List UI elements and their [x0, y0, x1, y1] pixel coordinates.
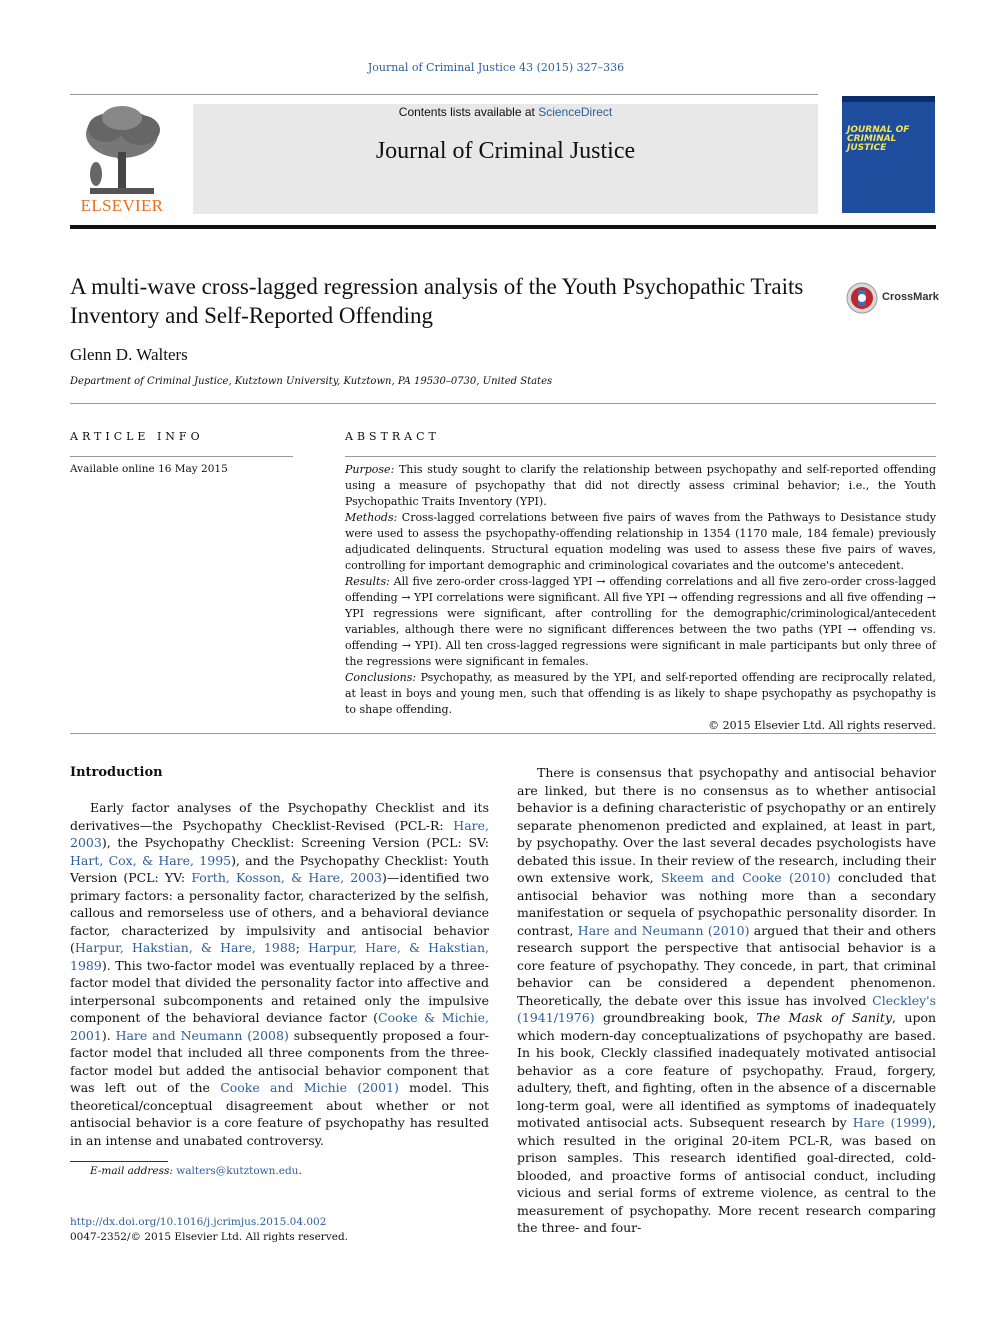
author-affiliation: Department of Criminal Justice, Kutztown University, Kutztown, PA 19530–0730, United States — [70, 376, 553, 387]
text-run: argued that their and others research support the perspective that antisocial behavior is a core feature of psychopathy. They concede, in part, that criminal behavior can be considered a dependent phenomenon. Theoretically, the debate over this issue has involved — [517, 922, 936, 1008]
text-run: concluded that antisocial behavior was nothing more than a secondary manifestation or sequela of psychopathic personality disorder. In contrast, — [517, 870, 936, 938]
text-run: ), the Psychopathy Checklist: Screening Version (PCL: SV: — [101, 835, 489, 850]
crossmark-badge[interactable] — [846, 282, 939, 314]
text-run: There is consensus that psychopathy and antisocial behavior are linked, but there is no consensus as to whether antisocial behavior is a defining characteristic of psychopathy or an entirely separate phenomenon predicted and explained, at least in part, by psychopathy. Over the last several decades psychologists have debated this issue. In their review of the research, including their own extensive work, — [517, 765, 936, 885]
abstract-copyright: © 2015 Elsevier Ltd. All rights reserved. — [708, 719, 936, 732]
citation-link[interactable]: Hart, Cox, & Hare, 1995 — [70, 852, 232, 868]
journal-title[interactable]: Journal of Criminal Justice — [375, 138, 636, 164]
header-divider — [70, 94, 818, 95]
journal-citation[interactable]: Journal of Criminal Justice 43 (2015) 327–336 — [367, 61, 625, 74]
methods-text: Cross-lagged correlations between five pairs of waves from the Pathways to Desistance study were used to assess the psychopathy-offending relationship in 1354 (1170 male, 184 female) previously adjudicated delinquents. Structural equation modeling was used to assess these five pairs of waves, controlling for important demographic and criminological covariates and the outcome's antecedent. — [345, 511, 936, 572]
email-link[interactable]: walters@kutztown.edu — [176, 1165, 299, 1177]
results-text: All five zero-order cross-lagged YPI → offending correlations and all five zero-order cross-lagged offending → YPI correlations were significant. All five YPI → offending regressions and all five offending → YPI regressions were significant, after controlling for the demographic/criminological/antecedent variables, although there were no significant differences between the two paths (YPI → offending vs. offending → YPI). All ten cross-lagged regressions were significant in male participants but only three of the regressions were significant in females. — [345, 575, 936, 668]
methods-label: Methods: — [345, 511, 398, 524]
footnote-email: E-mail address: walters@kutztown.edu. — [90, 1165, 302, 1177]
article-info-rule — [70, 456, 293, 457]
conclusions-text: Psychopathy, as measured by the YPI, and self-reported offending are reciprocally related, at least in boys and young men, such that offending is as likely to shape psychopathy as psychopathy is to shape offending. — [345, 671, 936, 716]
citation-link[interactable]: Hare (1999) — [852, 1115, 933, 1130]
abstract-results — [345, 574, 936, 670]
citation-link[interactable]: Cooke & Michie, 2001 — [70, 1010, 489, 1043]
journal-cover-thumbnail[interactable] — [842, 96, 935, 213]
email-label: E-mail address: — [90, 1165, 173, 1177]
text-run: groundbreaking book, — [594, 1010, 757, 1025]
cover-title: JOURNAL OF CRIMINAL JUSTICE — [847, 125, 910, 153]
citation-link[interactable]: Harpur, Hare, & Hakstian, 1989 — [70, 940, 490, 973]
doi-link[interactable]: http://dx.doi.org/10.1016/j.jcrimjus.2015.04.002 — [70, 1216, 327, 1228]
intro-paragraph-1 — [70, 799, 489, 1149]
results-label: Results: — [345, 575, 390, 588]
doi-block — [70, 1215, 348, 1245]
abstract-purpose — [345, 462, 936, 510]
conclusions-label: Conclusions: — [345, 671, 417, 684]
title-divider — [70, 403, 936, 404]
abstract-body — [345, 462, 936, 734]
text-run: subsequently proposed a four-factor model that included all three components from the three-factor model but added the antisocial behavior component that was left out of the — [70, 1027, 489, 1095]
book-title: The Mask of Sanity — [756, 1010, 893, 1025]
purpose-label: Purpose: — [345, 463, 395, 476]
abstract-rule — [345, 456, 936, 457]
publisher-logo-text: ELSEVIER — [80, 196, 164, 215]
citation-link[interactable]: Harpur, Hakstian, & Hare, 1988 — [74, 940, 296, 955]
text-run: Early factor analyses of the Psychopathy Checklist and its derivatives—the Psychopathy Checklist-Revised (PCL-R: — [70, 800, 489, 833]
article-title: A multi-wave cross-lagged regression analysis of the Youth Psychopathic Traits Inventory and Self-Reported Offending — [70, 274, 804, 328]
abstract-bottom-divider — [70, 733, 936, 734]
available-online: Available online 16 May 2015 — [70, 463, 228, 475]
cover-top-strip — [842, 96, 935, 102]
header-thick-rule — [70, 225, 936, 229]
article-info-heading: ARTICLE INFO — [70, 430, 204, 443]
citation-link[interactable]: Cooke and Michie (2001) — [220, 1080, 399, 1095]
body-paragraph-2 — [517, 764, 936, 1237]
author-name: Glenn D. Walters — [70, 345, 188, 364]
crossmark-icon — [846, 282, 880, 314]
citation-link[interactable]: Hare and Neumann (2010) — [577, 922, 750, 938]
text-run: , upon which modern-day conceptualizations of psychopathy are based. In his book, Cleckly classified inadequately motivated antisocial behavior as a core feature of psychopathy. Fraud, forgery, adultery, theft, and fighting, often in the absence of a discernable long-term goal, were all identified as symptoms of inadequately motivated antisocial acts. Subsequent research by — [517, 1010, 937, 1130]
citation-link[interactable]: Cleckley's (1941/1976) — [517, 992, 936, 1025]
text-run: ). — [101, 1027, 116, 1043]
text-run: ). This two-factor model was eventually replaced by a three-factor model that divided the personality factor into affective and interpersonal subcomponents and retained only the impulsive component of the behavioral deviance factor ( — [70, 957, 489, 1025]
abstract-heading: ABSTRACT — [345, 430, 440, 443]
citation-link[interactable]: Hare and Neumann (2008) — [115, 1027, 289, 1043]
abstract-methods — [345, 510, 936, 574]
purpose-text: This study sought to clarify the relationship between psychopathy and self-reported offending using a measure of psychopathy that did not directly assess criminal behavior; i.e., the Youth Psychopathic Traits Inventory (YPI). — [345, 463, 936, 508]
text-run: )—identified two primary factors: a personality factor, characterized by the selfish, callous and remorseless use of others, and a behavioral deviance factor, characterized by impulsivity and antisocial behavior ( — [70, 870, 489, 955]
text-run: ), and the Psychopathy Checklist: Youth Version (PCL: YV: — [70, 852, 489, 885]
body-left-column — [70, 799, 489, 1149]
sciencedirect-link[interactable]: ScienceDirect — [538, 105, 613, 119]
footnote-rule — [70, 1161, 168, 1162]
introduction-heading: Introduction — [70, 765, 163, 780]
citation-link[interactable]: Hare, 2003 — [70, 817, 489, 850]
crossmark-label: CrossMark — [882, 291, 939, 303]
citation-link[interactable]: Skeem and Cooke (2010) — [661, 870, 831, 885]
citation-link[interactable]: Forth, Kosson, & Hare, 2003 — [191, 870, 383, 885]
text-run: model. This theoretical/conceptual disagreement about whether or not antisocial behavior is a core feature of psychopathy has resulted in an intense and unabated controversy. — [70, 1080, 489, 1148]
issn-line: 0047-2352/© 2015 Elsevier Ltd. All rights reserved. — [70, 1231, 349, 1243]
text-run: ; — [295, 940, 309, 955]
contents-line — [193, 105, 818, 119]
abstract-conclusions — [345, 670, 936, 718]
contents-prefix: Contents lists available at — [398, 105, 539, 119]
text-run: , which resulted in the original 20-item PCL-R, was based on prison samples. This research identified goal-directed, cold-blooded, and proactive forms of antisocial conduct, including vicious and serial forms of extreme violence, as central to the measurement of psychopathy. More recent research comparing the three- and four- — [517, 1115, 936, 1235]
body-right-column — [517, 764, 936, 1237]
